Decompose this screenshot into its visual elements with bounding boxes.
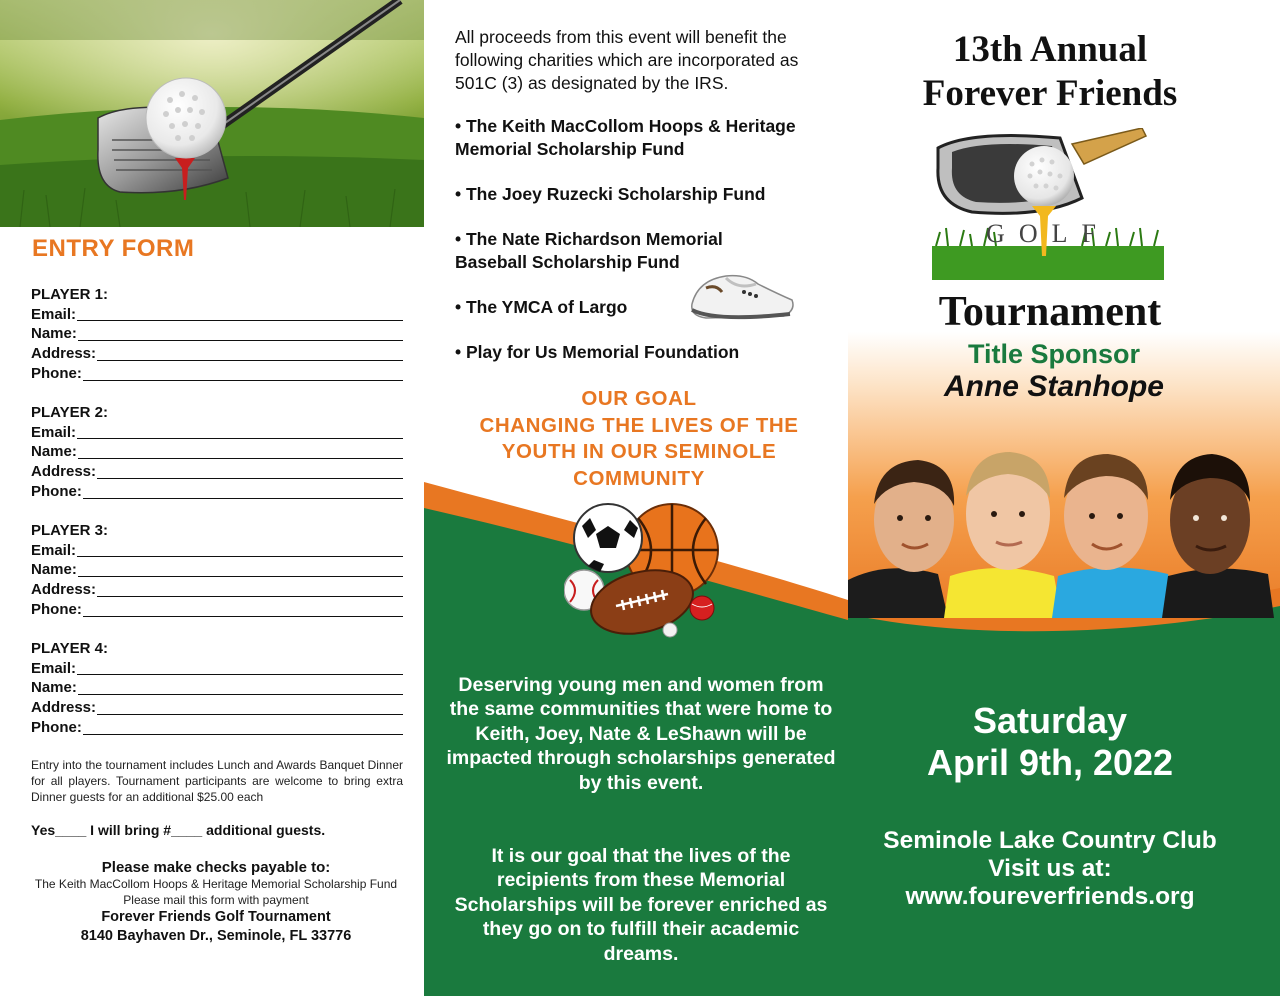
- website-link[interactable]: www.foureverfriends.org: [905, 883, 1195, 910]
- sports-balls-image: [564, 498, 724, 638]
- charity-item: • The YMCA of Largo: [455, 297, 628, 317]
- name-field[interactable]: Name:: [31, 442, 403, 462]
- golf-ball-on-tee-photo: [0, 0, 424, 227]
- impact-paragraph: Deserving young men and women from the same communities that were home to Keith, Joey, Nate & LeShawn will be impacted through scholarships generated by this event.: [446, 674, 836, 794]
- checks-payee: The Keith MacCollom Hoops & Heritage Memorial Scholarship Fund: [34, 877, 398, 891]
- address-field[interactable]: Address:: [31, 698, 403, 718]
- venue-block: [848, 827, 1252, 911]
- checks-heading: Please make checks payable to:: [101, 859, 331, 876]
- email-field[interactable]: Email:: [31, 659, 403, 679]
- charity-item: • The Joey Ruzecki Scholarship Fund: [455, 184, 766, 204]
- golf-logo-image: [932, 128, 1164, 280]
- phone-field[interactable]: Phone:: [31, 482, 403, 502]
- goal-paragraph: It is our goal that the lives of the recipients from these Memorial Scholarships will be forever enriched as they go on to fulfill their academic dreams.: [454, 845, 828, 965]
- cover-title-line2: Forever Friends: [922, 73, 1178, 114]
- email-field[interactable]: Email:: [31, 423, 403, 443]
- player-title: PLAYER 1:: [31, 286, 108, 303]
- goal-title: OUR GOAL: [581, 387, 697, 410]
- memorial-portraits-image: [848, 448, 1280, 618]
- goal-heading: [444, 386, 834, 492]
- event-day: Saturday: [972, 700, 1128, 741]
- intro-text: All proceeds from this event will benefit the following charities which are incorporated as 501C (3) as designated by the IRS.: [455, 27, 799, 93]
- phone-field[interactable]: Phone:: [31, 364, 403, 384]
- name-field[interactable]: Name:: [31, 324, 403, 344]
- address-field[interactable]: Address:: [31, 344, 403, 364]
- charity-item: • The Nate Richardson Memorial Baseball Scholarship Fund: [455, 229, 723, 272]
- phone-field[interactable]: Phone:: [31, 718, 403, 738]
- player-3-block: [31, 521, 403, 620]
- visit-label: Visit us at:: [988, 855, 1112, 882]
- player-1-block: [31, 285, 403, 384]
- entry-form-panel: [0, 0, 424, 996]
- entry-note: Entry into the tournament includes Lunch and Awards Banquet Dinner for all players. Tournament participants are welcome to bring extra Dinner guests for an additional $25.00 each: [31, 758, 403, 804]
- cover-title-line1: 13th Annual: [952, 29, 1148, 70]
- payment-instructions: [20, 859, 412, 946]
- player-2-block: [31, 403, 403, 502]
- email-field[interactable]: Email:: [31, 305, 403, 325]
- player-title: PLAYER 2:: [31, 404, 108, 421]
- sponsor-name: Anne Stanhope: [943, 370, 1164, 403]
- golf-logo-text: GOLF: [986, 219, 1110, 248]
- phone-field[interactable]: Phone:: [31, 600, 403, 620]
- sponsor-label: Title Sponsor: [967, 339, 1141, 369]
- event-date-text: April 9th, 2022: [926, 742, 1174, 783]
- player-title: PLAYER 3:: [31, 522, 108, 539]
- name-field[interactable]: Name:: [31, 560, 403, 580]
- charities-panel: [424, 0, 848, 996]
- address-field[interactable]: Address:: [31, 580, 403, 600]
- player-title: PLAYER 4:: [31, 640, 108, 657]
- name-field[interactable]: Name:: [31, 678, 403, 698]
- entry-form-title: ENTRY FORM: [32, 235, 195, 262]
- goal-text: CHANGING THE LIVES OF THE YOUTH IN OUR SEMINOLE COMMUNITY: [479, 413, 799, 490]
- address-field[interactable]: Address:: [31, 462, 403, 482]
- mail-name: Forever Friends Golf Tournament: [101, 909, 331, 925]
- cover-panel: [848, 0, 1280, 996]
- mail-address: 8140 Bayhaven Dr., Seminole, FL 33776: [80, 928, 352, 944]
- guests-line[interactable]: Yes____ I will bring #____ additional guests.: [31, 822, 326, 838]
- player-4-block: [31, 639, 403, 738]
- mail-note: Please mail this form with payment: [123, 892, 309, 907]
- event-date: [848, 700, 1252, 784]
- charity-item: • Play for Us Memorial Foundation: [455, 342, 740, 362]
- email-field[interactable]: Email:: [31, 541, 403, 561]
- charity-item: • The Keith MacCollom Hoops & Heritage Memorial Scholarship Fund: [455, 116, 796, 159]
- golf-shoe-image: [686, 270, 798, 324]
- venue-name: Seminole Lake Country Club: [883, 827, 1217, 854]
- cover-title-line3: Tournament: [938, 289, 1162, 335]
